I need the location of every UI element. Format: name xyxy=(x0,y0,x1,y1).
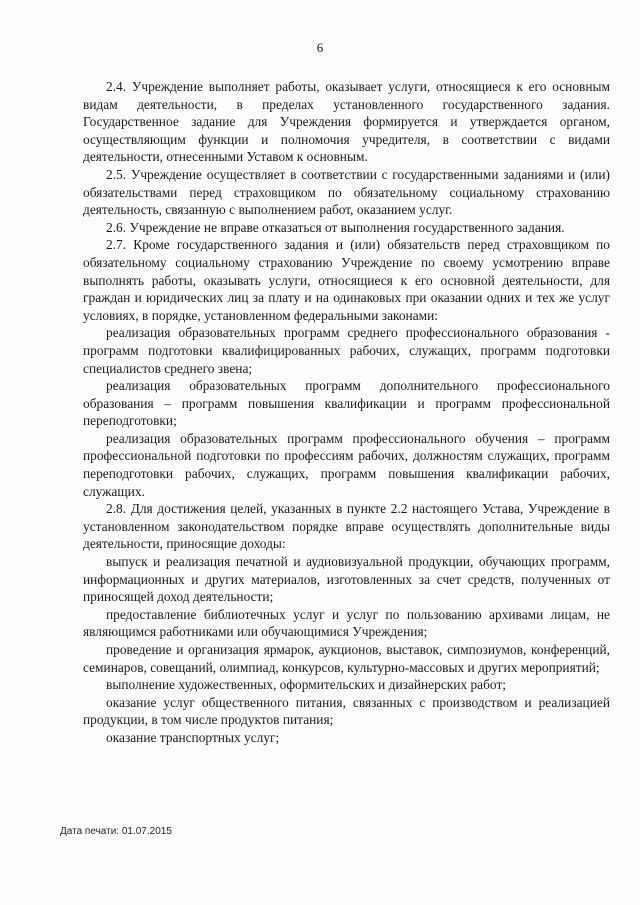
list-item: реализация образовательных программ дополнительного профессионального образования – программ повышения квалификации и программ профессиональной переподготовки; xyxy=(83,378,610,429)
paragraph-2-7: 2.7. Кроме государственного задания и (или) обязательств перед страховщиком по обязательному социальному страхованию Учреждение по своему усмотрению вправе выполнять работы, оказывать услуги, относящиеся к его основной деятельности, для граждан и юридических лиц за плату и на одинаковых при оказании одних и тех же услуг условиях, в порядке, установленном федеральными законами: xyxy=(83,237,610,323)
paragraph-2-4: 2.4. Учреждение выполняет работы, оказывает услуги, относящиеся к его основным видам деятельности, в пределах установленного государственного задания. Государственное задание для Учреждения формируется и утверждается органом, осуществляющим функции и полномочия учредителя, в соответствии с видами деятельности, отнесенными Уставом к основным. xyxy=(83,79,610,165)
list-item: выполнение художественных, оформительских и дизайнерских работ; xyxy=(106,677,507,693)
list-item: оказание транспортных услуг; xyxy=(106,729,280,745)
list-item: оказание услуг общественного питания, связанных с производством и реализацией продукции, в том числе продуктов питания; xyxy=(83,694,610,728)
document-body xyxy=(83,78,610,747)
paragraph-2-6: 2.6. Учреждение не вправе отказаться от выполнения государственного задания. xyxy=(106,219,565,235)
page-number: 6 xyxy=(316,40,324,55)
paragraph-2-5: 2.5. Учреждение осуществляет в соответствии с государственными заданиями и (или) обязательствами перед страховщиком по обязательному социальному страхованию деятельность, связанную с выполнением работ, оказанием услуг. xyxy=(83,166,610,218)
list-item: реализация образовательных программ среднего профессионального образования - программ подготовки квалифицированных рабочих, служащих, программ подготовки специалистов среднего звена; xyxy=(83,325,610,376)
list-item: реализация образовательных программ профессионального обучения – программ профессиональной подготовки по профессиям рабочих, должностям служащих, программ переподготовки рабочих, служащих, программ повышения квалификации рабочих, служащих. xyxy=(83,430,610,499)
list-item: выпуск и реализация печатной и аудиовизуальной продукции, обучающих программ, информационных и других материалов, изготовленных за счет средств, полученных от приносящей доход деятельности; xyxy=(83,554,610,605)
list-item: проведение и организация ярмарок, аукционов, выставок, симпозиумов, конференций, семинаров, совещаний, олимпиад, конкурсов, культурно-массовых и других мероприятий; xyxy=(83,642,610,675)
list-item: предоставление библиотечных услуг и услуг по пользованию архивами лицам, не являющимся работниками или обучающимися Учреждения; xyxy=(83,606,610,640)
print-date-footer: Дата печати: 01.07.2015 xyxy=(60,826,172,837)
paragraph-2-8: 2.8. Для достижения целей, указанных в пункте 2.2 настоящего Устава, Учреждение в установленном законодательством порядке вправе осуществлять дополнительные виды деятельности, приносящие доходы: xyxy=(83,501,610,552)
